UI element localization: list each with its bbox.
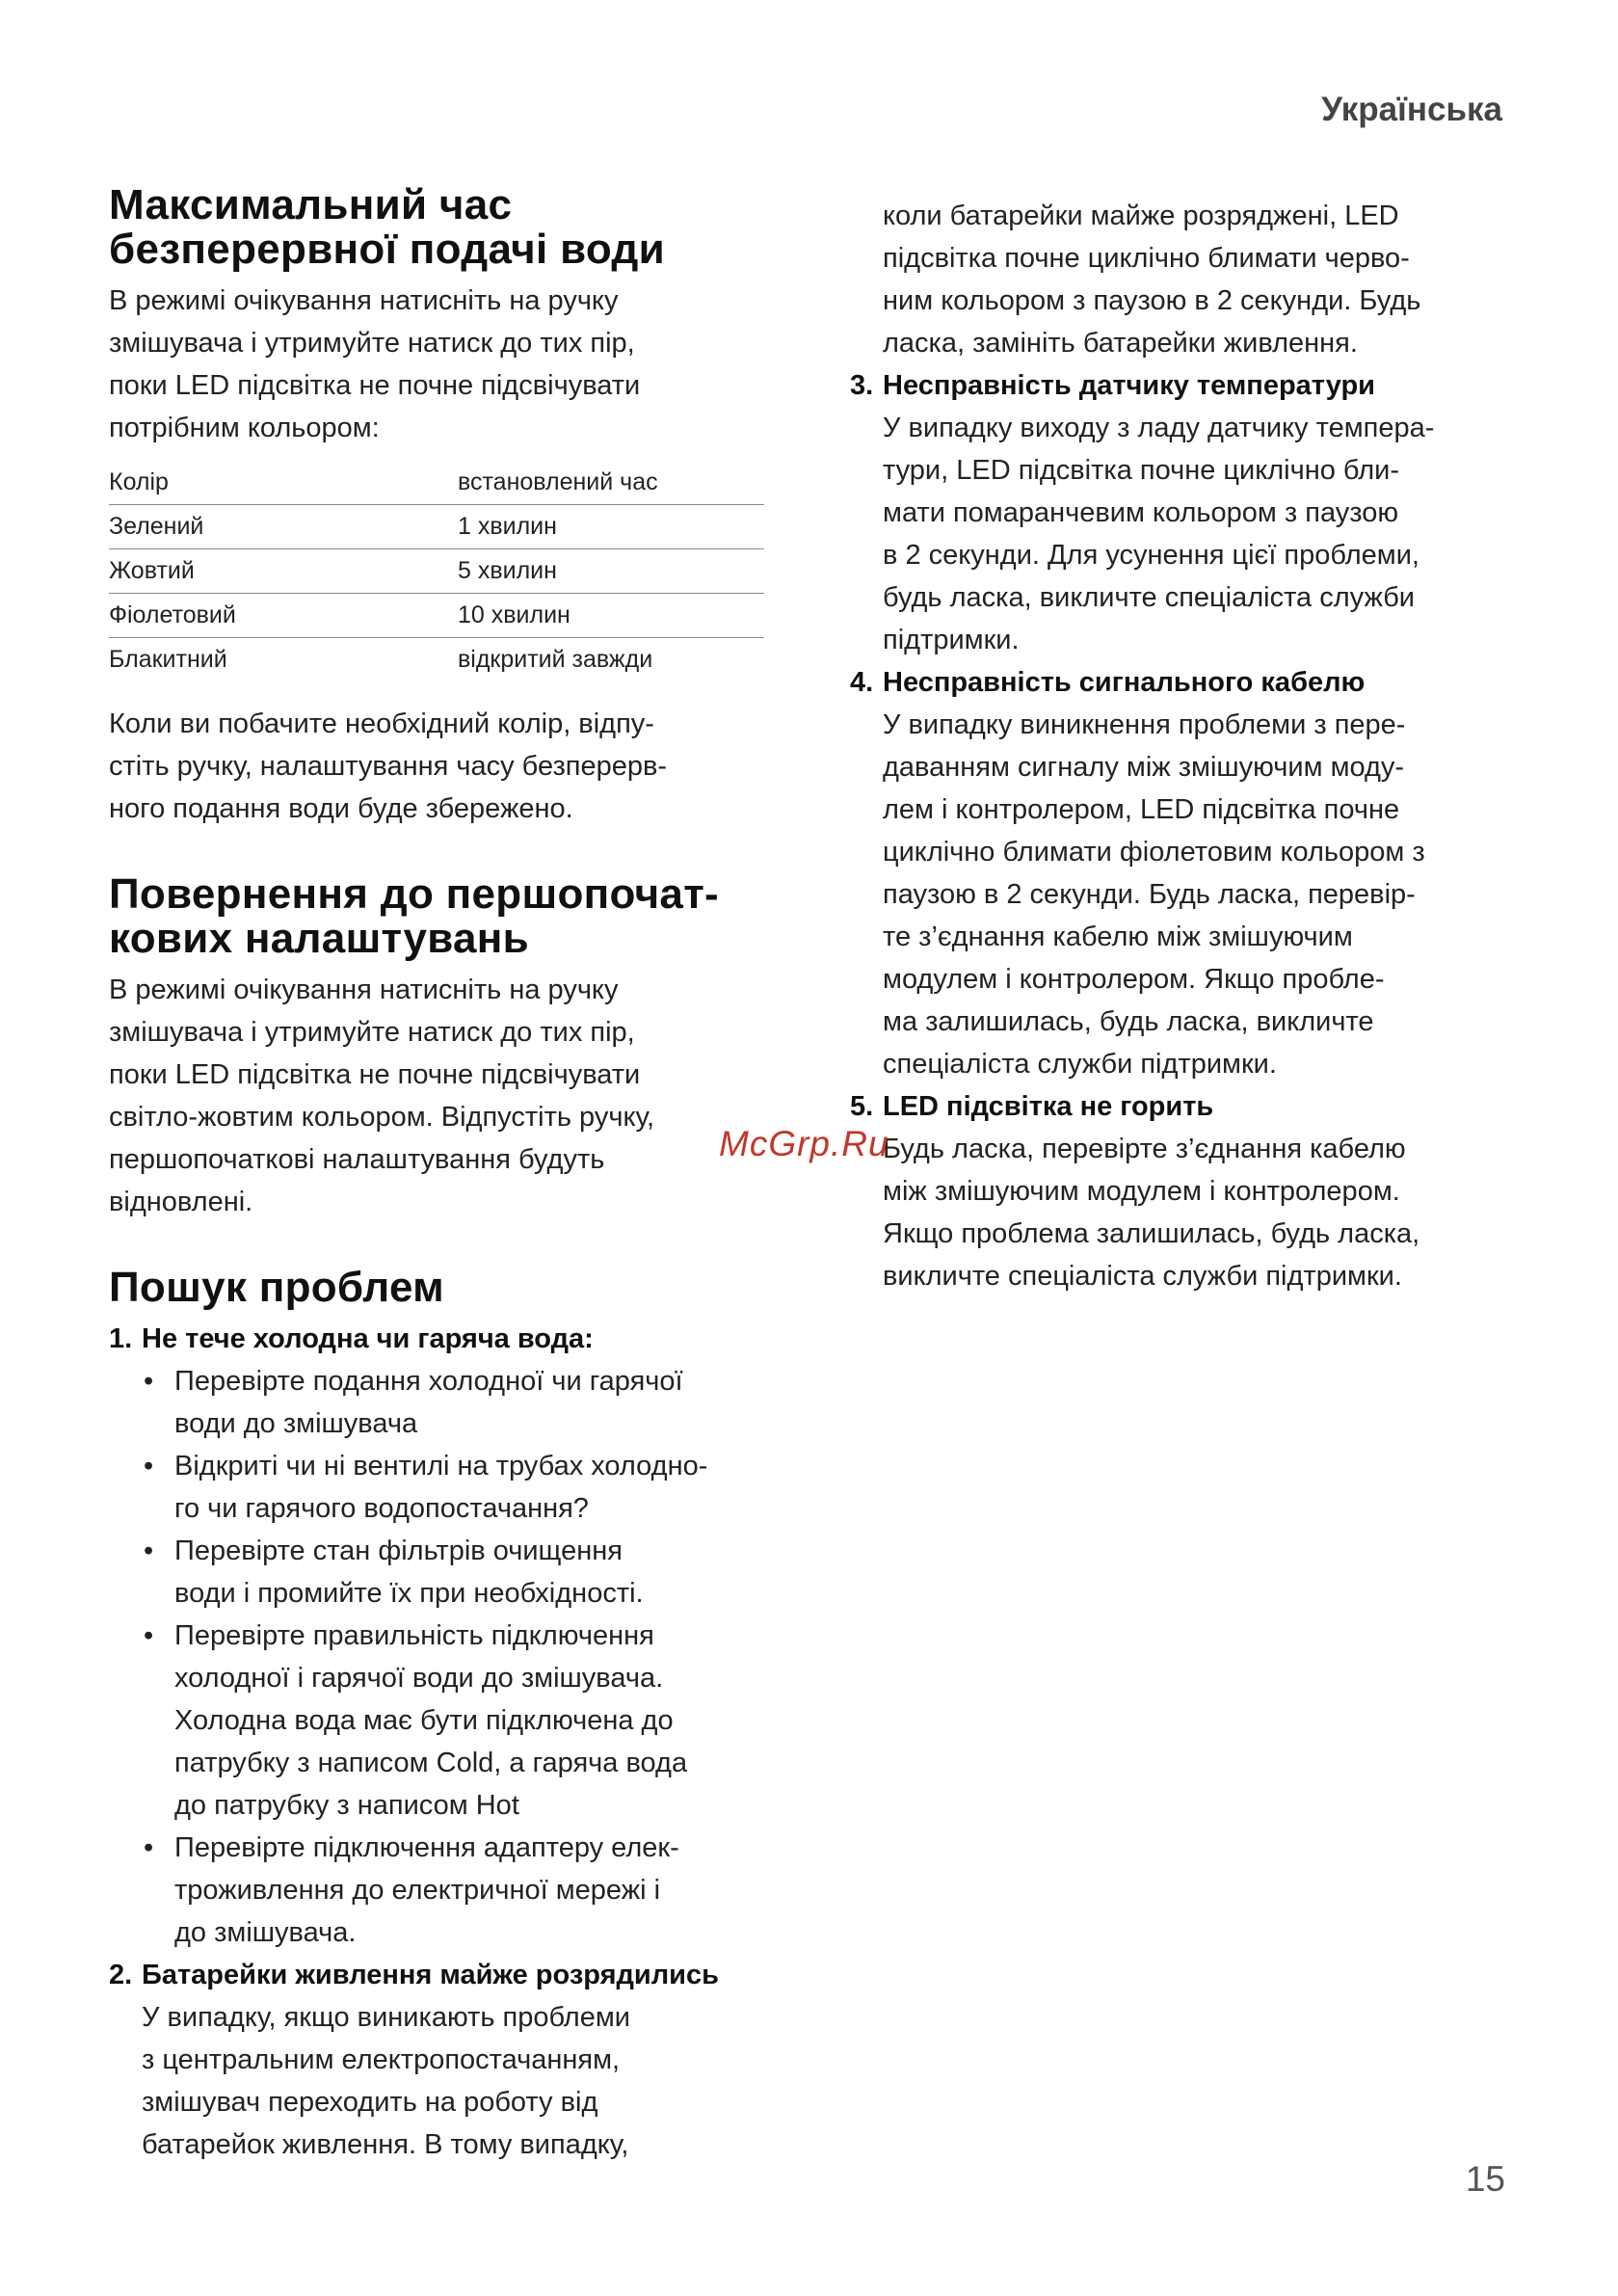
table-cell-time: 10 хвилин — [458, 601, 570, 628]
problem-4-title: 4. Несправність сигнального кабелю — [850, 667, 1366, 698]
table-cell-color: Жовтий — [109, 557, 195, 584]
table-cell-color: Фіолетовий — [109, 601, 236, 628]
problem-1-title: 1. Не тече холодна чи гаряча вода: — [109, 1323, 594, 1354]
table-cell-color: Блакитний — [109, 646, 227, 673]
table-row — [109, 505, 764, 549]
table-header-time: встановлений час — [458, 468, 658, 495]
table-row — [109, 549, 764, 594]
table-cell-color: Зелений — [109, 513, 204, 540]
watermark: McGrp.Ru — [719, 1124, 889, 1163]
problem-3-title: 3. Несправність датчику температури — [850, 370, 1375, 401]
reset-body: В режимі очікування натисніть на ручку змішувача і утримуйте натиск до тих пір, поки LED підсвітка не почне підсвічувати світло-жовтим кольором. Відпустіть ручку, першопочаткові налаштування будуть відновлені. — [109, 974, 655, 1217]
right-column — [850, 195, 1515, 1297]
left-column — [109, 183, 769, 2166]
page-number: 15 — [1465, 2159, 1505, 2199]
problem-2-title: 2. Батарейки живлення майже розрядились — [109, 1960, 719, 1990]
max-time-intro: В режимі очікування натисніть на ручку змішувача і утримуйте натиск до тих пір, поки LED підсвітка не почне підсвічувати потрібним кольором: — [109, 285, 641, 443]
language-label: Українська — [1321, 91, 1502, 128]
list-item: • Відкриті чи ні вентилі на трубах холодно- го чи гарячого водопостачання? — [142, 1445, 769, 1530]
problem-5-title: 5. LED підсвітка не горить — [850, 1091, 1214, 1122]
list-item: • Перевірте подання холодної чи гарячої води до змішувача — [142, 1360, 769, 1445]
problem-2-body: У випадку, якщо виникають проблеми з центральним електропостачанням, змішувач переходить на роботу від батарейок живлення. В тому випадку, — [142, 2002, 630, 2160]
list-item: • Перевірте правильність підключення холодної і гарячої води до змішувача. Холодна вода має бути підключена до патрубку з написом Cold, а гаряча вода до патрубку з написом Hot — [142, 1615, 769, 1827]
list-item: • Перевірте стан фільтрів очищення води і промийте їх при необхідності. — [142, 1530, 769, 1615]
section-title-reset: Повернення до першопочат- кових налаштувань — [109, 870, 719, 962]
max-time-outro: Коли ви побачите необхідний колір, відпу- стіть ручку, налаштування часу безперерв- ного подання води буде збережено. — [109, 708, 668, 824]
table-header-color: Колір — [109, 468, 169, 495]
table-cell-time: 1 хвилин — [458, 513, 557, 540]
problem-3-body: У випадку виходу з ладу датчику темпера- тури, LED підсвітка почне циклічно бли- мати помаранчевим кольором з паузою в 2 секунди. Для усунення цієї проблеми, будь ласка, викличте спеціаліста служби підтримки. — [883, 413, 1435, 655]
problem-1-checklist — [109, 1360, 769, 1954]
problem-2-continuation: коли батарейки майже розряджені, LED підсвітка почне циклічно блимати черво- ним кольором з паузою в 2 секунди. Будь ласка, замініть батарейки живлення. — [883, 200, 1421, 359]
color-time-table — [109, 461, 764, 681]
problem-5-body: Будь ласка, перевірте з’єднання кабелю між змішуючим модулем і контролером. Якщо проблема залишилась, будь ласка, викличте спеціаліста служби підтримки. — [883, 1134, 1420, 1292]
table-cell-time: 5 хвилин — [458, 557, 557, 584]
table-row — [109, 638, 764, 682]
table-row — [109, 594, 764, 638]
list-item: • Перевірте підключення адаптеру елек- троживлення до електричної мережі і до змішувача. — [142, 1827, 769, 1954]
section-title-troubleshooting: Пошук проблем — [109, 1264, 445, 1311]
table-cell-time: відкритий завжди — [458, 646, 653, 673]
section-title-max-time: Максимальний час безперервної подачі води — [109, 181, 666, 273]
table-header-row — [109, 461, 764, 505]
problem-4-body: У випадку виникнення проблеми з пере- даванням сигналу між змішуючим моду- лем і контролером, LED підсвітка почне циклічно блимати фіолетовим кольором з паузою в 2 секунди. Будь ласка, перевір- те з’єднання кабелю між змішуючим модулем і контролером. Якщо пробле- ма залишилась, будь ласка, викличте спеціаліста служби підтримки. — [883, 709, 1425, 1080]
